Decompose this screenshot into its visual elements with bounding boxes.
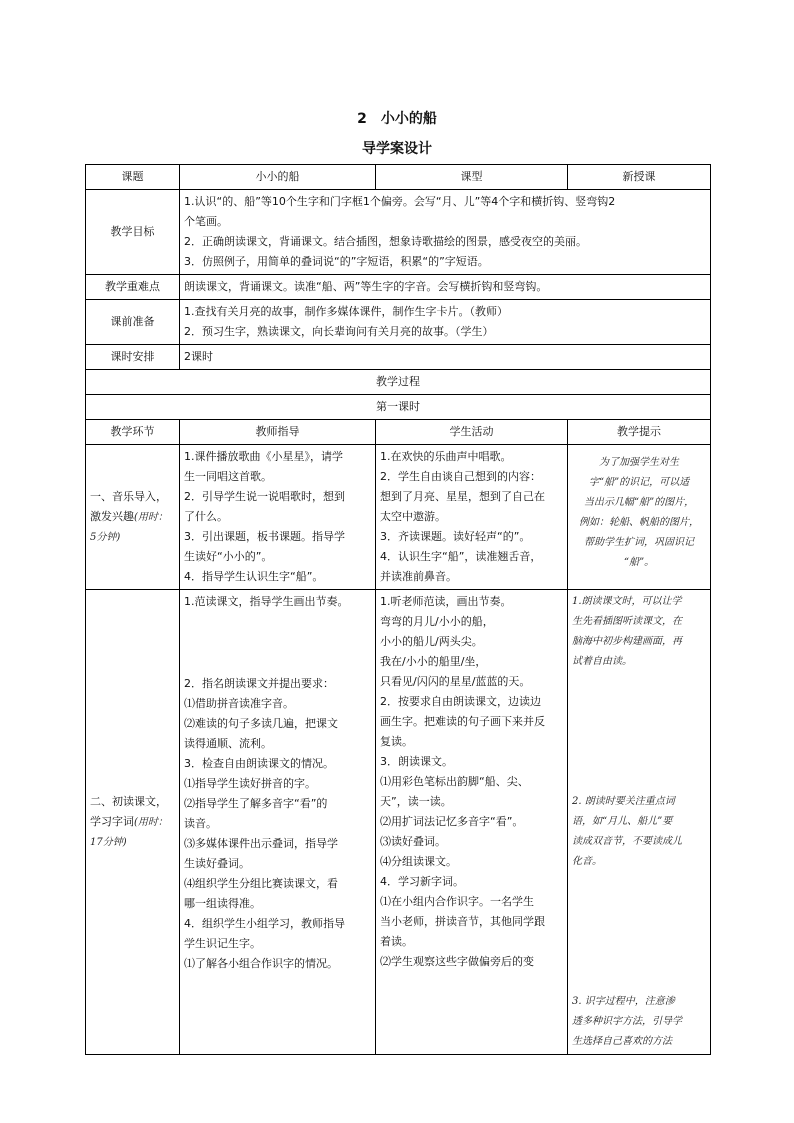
stage-time-a: (用时： [134,511,168,523]
hours-label: 课时安排 [86,345,180,370]
student-line: 3．朗读课文。 [380,755,453,768]
preparation-cell [180,300,711,345]
teacher-line: ⑷组织学生分组比赛读课文，看 [184,877,338,890]
type-value: 新授课 [568,165,711,190]
student-line: 小小的船儿/两头尖。 [380,635,483,648]
prep-line: 2．预习生字，熟读课文，向长辈询问有关月亮的故事。（学生） [184,325,494,338]
hours-row [86,345,711,370]
teacher-line: 生读好叠词。 [184,857,250,870]
goal-line: 个笔画。 [184,215,228,228]
student-line: 3．齐读课题。读好轻声“的”。 [380,530,531,543]
stage-line [90,507,175,528]
student-line: 太空中遨游。 [380,510,446,523]
tip-line: “船”。 [623,557,655,568]
tip-line: 2. 朗读时要关注重点词 [572,796,675,807]
teacher-line: 4．指导学生认识生字“船”。 [184,570,324,583]
goals-label: 教学目标 [86,190,180,275]
student-line: ⑶读好叠词。 [380,835,446,848]
stage-line: 二、初读课文， [90,794,167,808]
teacher-line: ⑴借助拼音读准字音。 [184,697,294,710]
teacher-line: ⑵指导学生了解多音字“看”的 [184,797,328,810]
teacher-line: ⑴指导学生读好拼音的字。 [184,777,316,790]
spacer [184,612,371,674]
tip-line: 透多种识字方法，引导学 [572,1016,682,1027]
teacher-line: ⑵难读的句子多读几遍，把课文 [184,717,338,730]
student-line: 想到了月亮、星星，想到了自己在 [380,490,545,503]
stage-line [90,812,175,833]
student-line: 1.听老师范读，画出节奏。 [380,595,512,608]
student-line: 当小老师，拼读音节，其他同学跟 [380,915,545,928]
teacher-line: ⑴了解各小组合作识字的情况。 [184,957,338,970]
student-line: 4．学习新字词。 [380,875,464,888]
stage-cell-music [86,445,180,590]
teacher-line: 了什么。 [184,510,228,523]
student-line: ⑵学生观察这些字做偏旁后的变 [380,955,534,968]
teacher-line: 读得通顺、流利。 [184,737,272,750]
tip-line: 生选择自己喜欢的方法 [572,1036,672,1047]
teacher-line: 生一同唱这首歌。 [184,470,272,483]
tip-line: 读成双音节，不要读成儿 [572,836,682,847]
col-tips-header: 教学提示 [568,420,711,445]
student-line: 2．学生自由谈自己想到的内容： [380,470,541,483]
teacher-line: 1.课件播放歌曲《小星星》，请学 [184,450,343,463]
teacher-line: 生读好“小小的”。 [184,550,273,563]
spacer [572,872,706,992]
teacher-line: 读音。 [184,817,217,830]
teacher-line: 4．组织学生小组学习，教师指导 [184,917,345,930]
col-stage-header: 教学环节 [86,420,180,445]
preparation-row [86,300,711,345]
student-line: ⑴用彩色笔标出韵脚“船、尖、 [380,775,529,788]
tip-line: 1.朗读课文时，可以让学 [572,596,682,607]
type-label: 课型 [376,165,568,190]
student-line: 复读。 [380,735,413,748]
tip-line: 语，如“月儿、船儿”要 [572,816,673,827]
student-line: 只看见/闪闪的星星/蓝蓝的天。 [380,675,531,688]
tip-line: 3. 识字过程中，注意渗 [572,996,675,1007]
stage-line: 一、音乐导入， [90,489,167,503]
key-points-label: 教学重难点 [86,275,180,300]
topic-row [86,165,711,190]
stage-text: 激发兴趣 [90,509,134,523]
student-line: ⑷分组读课文。 [380,855,457,868]
goals-row [86,190,711,275]
process-title-row [86,370,711,395]
process-title: 教学过程 [86,370,711,395]
teacher-line: 2．指名朗读课文并提出要求： [184,677,334,690]
student-line: ⑴在小组内合作识字。一名学生 [380,895,534,908]
stage-row-reading [86,590,711,1055]
period-title-row [86,395,711,420]
document-title: 导学案设计 [362,141,432,157]
goal-line: 2．正确朗读课文，背诵课文。结合插图，想象诗歌描绘的图景，感受夜空的美丽。 [184,235,587,248]
student-cell-reading [376,590,568,1055]
col-student-header: 学生活动 [376,420,568,445]
goal-line: 1.认识“的、船”等10个生字和门字框1个偏旁。会写“月、儿”等4个字和横折钩、竖弯钩2 [184,195,616,208]
lesson-title: 2 小小的船 [357,111,437,127]
tip-line: 当出示几幅“船”的图片， [583,497,695,508]
teacher-line: 3．引出课题，板书课题。指导学 [184,530,345,543]
student-line: 天”，读一读。 [380,795,452,808]
prep-line: 1.查找有关月亮的故事，制作多媒体课件，制作生字卡片。（教师） [184,305,508,318]
student-line: 2．按要求自由朗读课文，边读边 [380,695,541,708]
goals-cell [180,190,711,275]
tips-cell-music [568,445,711,590]
key-points-value: 朗读课文，背诵课文。读准“船、两”等生字的字音。会写横折钩和竖弯钩。 [180,275,711,300]
student-line: 弯弯的月儿/小小的船， [380,615,494,628]
teacher-cell-music [180,445,376,590]
stage-cell-reading [86,590,180,1055]
teacher-line: 2．引导学生说一说唱歌时，想到 [184,490,345,503]
hours-value: 2课时 [180,345,711,370]
preparation-label: 课前准备 [86,300,180,345]
period-title: 第一课时 [86,395,711,420]
stage-text: 学习字词 [90,814,134,828]
student-line: ⑵用扩词法记忆多音字“看”。 [380,815,524,828]
teacher-line: 学生识记生字。 [184,937,261,950]
student-cell-music [376,445,568,590]
student-line: 4．认识生字“船”，读准翘舌音， [380,550,542,563]
lesson-plan-table [85,164,711,1055]
student-line: 并读准前鼻音。 [380,570,457,583]
stage-time-b: 17分钟) [90,836,127,848]
tip-line: 例如：轮船、帆船的图片， [579,517,699,528]
student-line: 着读。 [380,935,413,948]
student-line: 1.在欢快的乐曲声中唱歌。 [380,450,512,463]
goal-line: 3．仿照例子，用简单的叠词说“的”字短语，积累“的”字短语。 [184,255,489,268]
tip-line: 生先看插图听读课文，在 [572,616,682,627]
tip-line: 为了加强学生对生 [599,457,679,468]
tips-cell-reading [568,590,711,1055]
student-line: 画生字。把难读的句子画下来并反 [380,715,545,728]
stage-time-a: (用时： [134,816,168,828]
topic-label: 课题 [86,165,180,190]
stage-time-b: 5分钟) [90,531,121,543]
teacher-line: ⑶多媒体课件出示叠词，指导学 [184,837,338,850]
tip-line: 字“船”的识记，可以适 [588,477,690,488]
tip-line: 试着自由读。 [572,656,632,667]
teacher-line: 3．检查自由朗读课文的情况。 [184,757,334,770]
teacher-line: 1.范读课文，指导学生画出节奏。 [184,595,349,608]
tip-line: 脑海中初步构建画面，再 [572,636,682,647]
student-line: 我在/小小的船里/坐， [380,655,487,668]
spacer [572,672,706,792]
teacher-cell-reading [180,590,376,1055]
stage-row-music [86,445,711,590]
teacher-line: 哪一组读得准。 [184,897,261,910]
tip-line: 帮助学生扩词，巩固识记 [584,537,694,548]
topic-value: 小小的船 [180,165,376,190]
process-header-row [86,420,711,445]
col-teacher-header: 教师指导 [180,420,376,445]
tip-line: 化音。 [572,856,602,867]
key-points-row [86,275,711,300]
